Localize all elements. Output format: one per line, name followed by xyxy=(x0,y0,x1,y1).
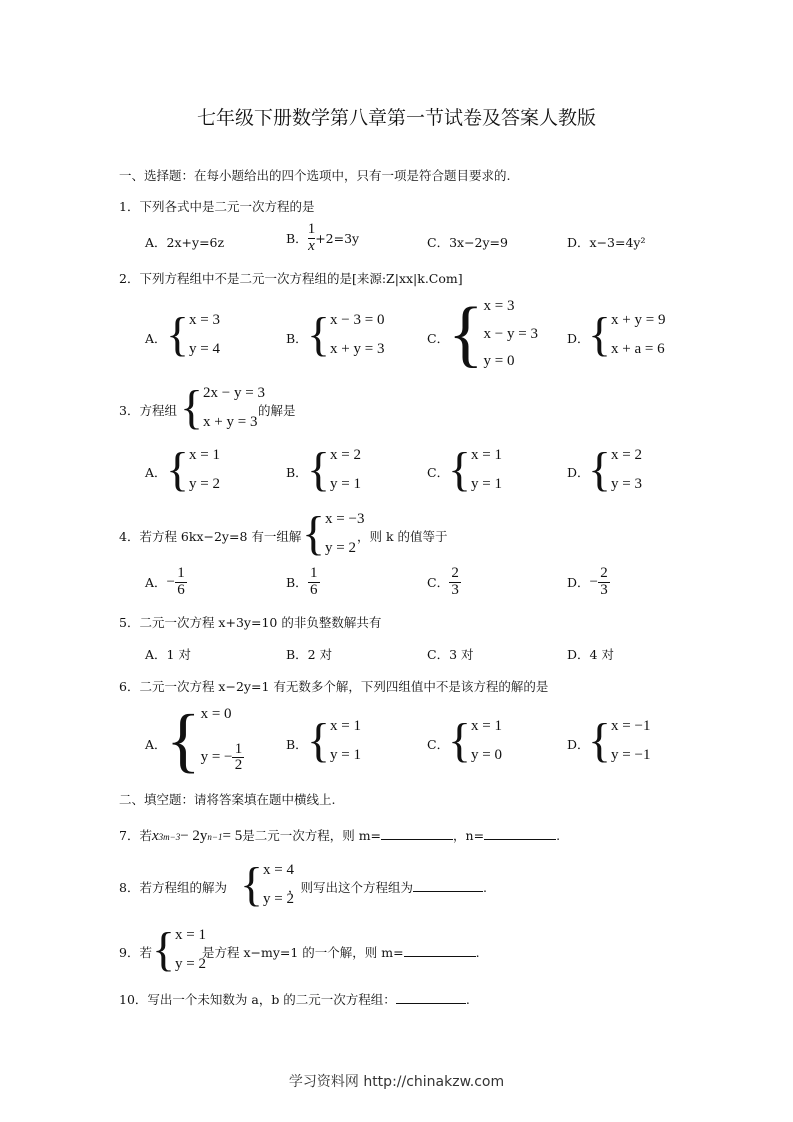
system-row: x = 1 xyxy=(175,927,207,943)
q1-option-c: C．3x−2y=9 xyxy=(427,235,508,250)
system-row xyxy=(201,742,245,775)
system-row: x = 3 xyxy=(483,298,515,314)
system-row: y = 2 xyxy=(263,891,295,907)
q2-option-d-system xyxy=(588,308,666,361)
q2-option-c-system xyxy=(448,293,538,375)
numerator: 1 xyxy=(234,740,243,757)
system-row: x − 3 = 0 xyxy=(330,312,385,328)
row-text: y = − xyxy=(200,749,233,766)
q1-option-d: D．x−3=4y² xyxy=(567,235,646,250)
answer-blank[interactable] xyxy=(413,879,483,892)
option-label: C． xyxy=(427,575,450,591)
system-row: 2x − y = 3 xyxy=(203,385,265,401)
question-1-stem: 1．下列各式中是二元一次方程的是 xyxy=(119,199,315,214)
question-9-suffix xyxy=(202,943,480,961)
q3-option-c-system xyxy=(448,443,503,496)
answer-blank[interactable] xyxy=(404,944,476,957)
left-brace: { xyxy=(307,443,331,496)
left-brace: { xyxy=(448,714,472,767)
denominator: 6 xyxy=(309,581,318,598)
q6-option-d-system xyxy=(588,714,651,767)
q5-option-c: C．3 对 xyxy=(427,647,474,662)
answer-blank-n[interactable] xyxy=(484,827,556,840)
q10-text: 10．写出一个未知数为 a，b 的二元一次方程组： xyxy=(119,992,396,1007)
system-row: y = 4 xyxy=(189,341,221,357)
minus-sign: − xyxy=(589,573,598,590)
numerator: 2 xyxy=(451,565,459,581)
minus-sign: − xyxy=(166,573,175,590)
q1-option-b-fraction xyxy=(308,222,316,255)
system-row: x = 3 xyxy=(189,312,221,328)
q8-system xyxy=(240,858,295,911)
q4-option-a xyxy=(145,566,187,599)
q1-option-b-label: B． xyxy=(286,231,308,247)
left-brace: { xyxy=(448,443,472,496)
left-brace: { xyxy=(166,308,190,361)
left-brace: { xyxy=(588,714,612,767)
system-row: y = −1 xyxy=(611,747,651,763)
q3-system xyxy=(180,381,265,434)
q7-exponent-2: n−1 xyxy=(207,832,223,842)
question-4-suffix: ，则 k 的值等于 xyxy=(357,529,448,544)
footer-watermark: 学习资料网 http://chinakzw.com xyxy=(288,1074,505,1090)
system-row: y = 1 xyxy=(330,476,362,492)
q8-end: . xyxy=(483,880,487,895)
numerator: 1 xyxy=(177,565,185,581)
numerator: 1 xyxy=(309,565,318,581)
question-9-prefix: 9．若 xyxy=(119,945,152,960)
system-row: x = −1 xyxy=(611,718,651,734)
q6-option-a-system xyxy=(166,700,244,780)
question-5-stem: 5．二元一次方程 x+3y=10 的非负整数解共有 xyxy=(119,615,382,630)
left-brace: { xyxy=(166,443,190,496)
q5-option-b: B．2 对 xyxy=(286,647,333,662)
q2-option-a-label: A． xyxy=(145,331,167,346)
system-row: x = 0 xyxy=(200,706,232,722)
system-row: y = 0 xyxy=(471,747,503,763)
system-row: y = 2 xyxy=(175,956,207,972)
q6-a-fraction xyxy=(232,742,244,775)
question-7 xyxy=(119,826,560,845)
q4-option-c xyxy=(427,566,461,599)
q3-option-a-label: A． xyxy=(145,465,167,480)
answer-blank-m[interactable] xyxy=(381,827,453,840)
question-3-prefix: 3．方程组 xyxy=(119,403,177,418)
denominator: 6 xyxy=(177,581,185,598)
option-label: B． xyxy=(286,575,308,591)
numerator: 2 xyxy=(600,565,608,581)
system-row: x = 2 xyxy=(330,447,362,463)
left-brace: { xyxy=(588,308,612,361)
system-row: y = 0 xyxy=(483,353,515,369)
q7-middle: − 2y xyxy=(180,828,208,844)
q5-option-a: A．1 对 xyxy=(145,647,191,662)
question-3-suffix: 的解是 xyxy=(258,403,296,418)
system-row: x + a = 6 xyxy=(611,341,665,357)
system-row: y = 3 xyxy=(611,476,643,492)
system-row: x = 1 xyxy=(471,718,503,734)
q2-option-a-system xyxy=(166,308,221,361)
q2-option-d-label: D． xyxy=(567,331,590,346)
question-8-prefix: 8．若方程组的解为 xyxy=(119,880,227,895)
q7-equals: = 5 xyxy=(222,828,243,844)
q1-option-b xyxy=(286,222,359,255)
q9-text: 是方程 x−my=1 的一个解，则 m= xyxy=(202,945,404,960)
denominator: 3 xyxy=(600,581,608,598)
option-label: D． xyxy=(567,575,590,591)
system-row: y = 1 xyxy=(330,747,362,763)
q4-b-fraction xyxy=(308,566,320,599)
left-brace: { xyxy=(588,443,612,496)
left-brace: { xyxy=(307,308,331,361)
q8-text: ，则写出这个方程组为 xyxy=(288,880,414,895)
left-brace: { xyxy=(240,858,264,911)
q7-separator: ，n= xyxy=(453,828,485,843)
q2-option-b-system xyxy=(307,308,385,361)
q3-option-c-label: C． xyxy=(427,465,450,480)
left-brace: { xyxy=(152,923,176,976)
system-row: x = −3 xyxy=(325,511,365,527)
page-title: 七年级下册数学第八章第一节试卷及答案人教版 xyxy=(196,107,596,129)
q4-c-fraction xyxy=(449,566,461,599)
q6-option-c-label: C． xyxy=(427,737,450,752)
q3-option-d-label: D． xyxy=(567,465,590,480)
q1-b-numerator: 1 xyxy=(307,221,316,237)
q6-option-b-label: B． xyxy=(286,737,308,752)
left-brace: { xyxy=(166,700,201,780)
q4-system xyxy=(302,507,365,560)
system-row: x = 1 xyxy=(189,447,221,463)
q4-option-b xyxy=(286,566,320,599)
q4-d-fraction xyxy=(598,566,610,599)
denominator: 3 xyxy=(451,581,459,598)
option-label: A． xyxy=(145,575,167,591)
system-row: x − y = 3 xyxy=(483,325,538,342)
system-row: y = 2 xyxy=(325,540,357,556)
q9-system xyxy=(152,923,207,976)
answer-blank[interactable] xyxy=(396,991,466,1004)
q1-b-denominator: x xyxy=(308,237,315,254)
q6-option-c-system xyxy=(448,714,503,767)
q3-option-b-label: B． xyxy=(286,465,308,480)
section-2-heading: 二、填空题：请将答案填在题中横线上. xyxy=(119,792,336,807)
q5-option-d: D．4 对 xyxy=(567,647,614,662)
q6-option-d-label: D． xyxy=(567,737,590,752)
section-1-heading: 一、选择题：在每小题给出的四个选项中，只有一项是符合题目要求的. xyxy=(119,168,511,183)
q4-a-fraction xyxy=(175,566,187,599)
q1-option-b-tail: +2=3y xyxy=(315,230,360,246)
system-row: x + y = 3 xyxy=(330,341,385,357)
q4-option-d xyxy=(567,566,610,599)
left-brace: { xyxy=(307,714,331,767)
q3-option-a-system xyxy=(166,443,221,496)
q9-end: . xyxy=(475,945,480,960)
system-row: x = 1 xyxy=(330,718,362,734)
q6-option-b-system xyxy=(307,714,362,767)
q10-end: . xyxy=(465,992,470,1007)
q3-option-b-system xyxy=(307,443,362,496)
question-10 xyxy=(119,990,470,1008)
q3-option-d-system xyxy=(588,443,643,496)
question-2-stem: 2．下列方程组中不是二元一次方程组的是[来源:Z|xx|k.Com] xyxy=(119,271,463,286)
system-row: x + y = 9 xyxy=(611,312,666,328)
question-8-suffix xyxy=(288,878,487,896)
q7-base-x: x xyxy=(151,828,159,844)
q7-exponent-1: 3m−3 xyxy=(158,832,181,842)
q2-option-c-label: C． xyxy=(427,331,450,346)
system-row: y = 2 xyxy=(189,476,221,492)
q2-option-b-label: B． xyxy=(286,331,308,346)
q6-option-a-label: A． xyxy=(145,737,167,752)
left-brace: { xyxy=(448,293,484,375)
question-6-stem: 6．二元一次方程 x−2y=1 有无数多个解，下列四组值中不是该方程的解的是 xyxy=(119,679,549,694)
q7-prefix: 7．若 xyxy=(119,828,152,843)
left-brace: { xyxy=(302,507,326,560)
denominator: 2 xyxy=(234,757,243,774)
q1-option-a: A．2x+y=6z xyxy=(145,235,225,250)
q7-text: 是二元一次方程，则 m= xyxy=(242,828,382,843)
system-row: x = 1 xyxy=(471,447,503,463)
left-brace: { xyxy=(180,381,204,434)
question-4-prefix: 4．若方程 6kx−2y=8 有一组解 xyxy=(119,529,302,544)
system-row: x = 2 xyxy=(611,447,643,463)
system-row: x = 4 xyxy=(263,862,295,878)
system-row: y = 1 xyxy=(471,476,503,492)
system-row: x + y = 3 xyxy=(203,414,258,430)
q7-end: . xyxy=(556,828,561,843)
